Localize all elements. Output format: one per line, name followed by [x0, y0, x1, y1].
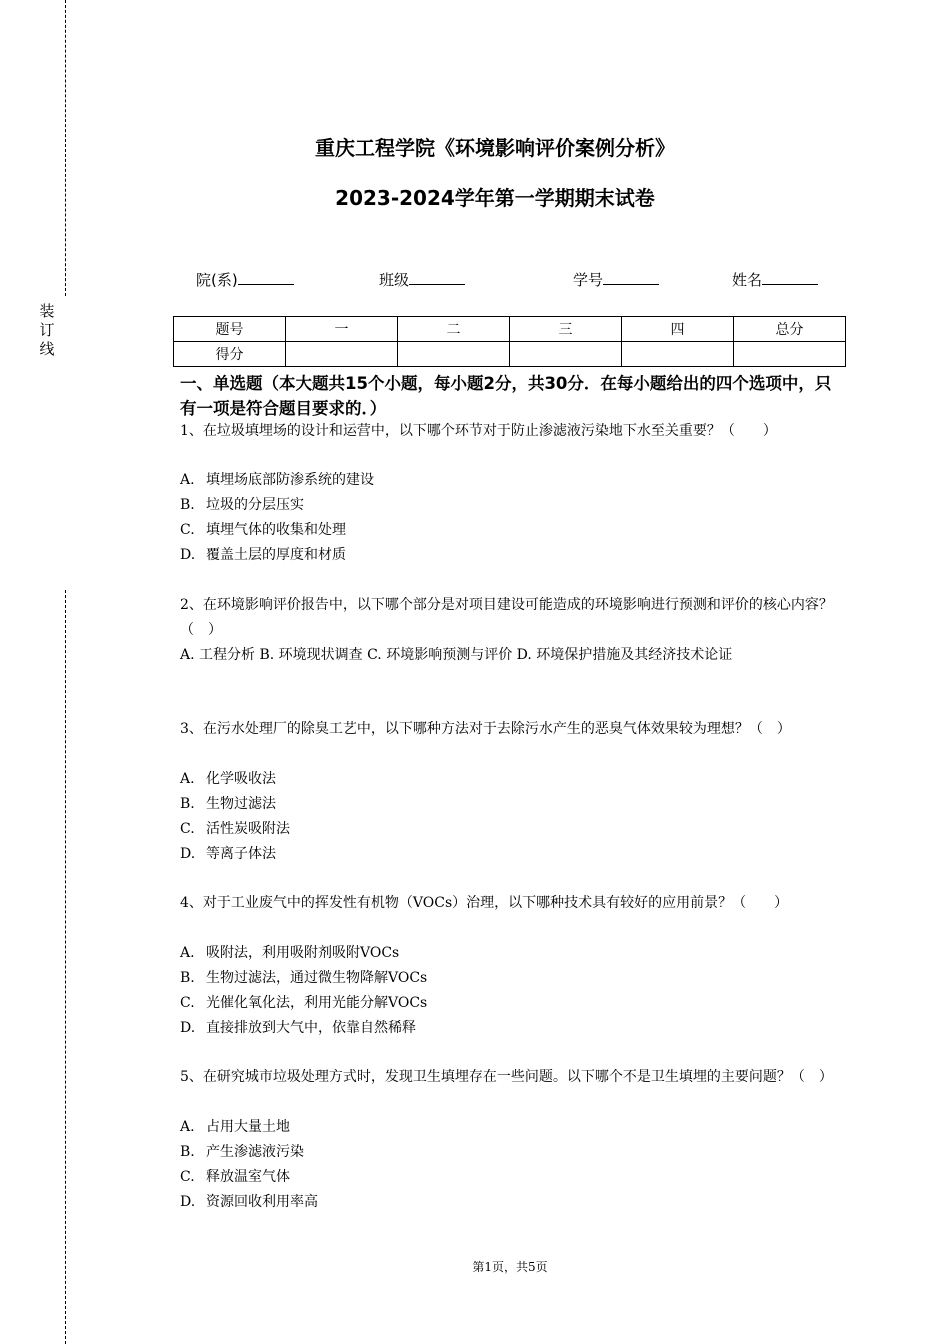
info-blank[interactable] [238, 270, 294, 285]
score-table-cell: 二 [398, 317, 510, 342]
binding-char: 装 [39, 302, 55, 320]
score-table-cell: 得分 [174, 342, 286, 367]
binding-char: 线 [39, 340, 55, 358]
option-letter: B. [180, 497, 195, 513]
option-text: 释放温室气体 [206, 1169, 290, 1185]
option-letter: B. [180, 796, 195, 812]
info-label: 姓名 [732, 271, 763, 289]
binding-label [37, 302, 57, 359]
score-table-score-row [174, 342, 846, 367]
binding-char: 订 [39, 321, 55, 339]
score-table [173, 316, 846, 367]
question-option[interactable] [180, 1140, 848, 1165]
question-stem: 1、在垃圾填埋场的设计和运营中，以下哪个环节对于防止渗滤液污染地下水至关重要？（ ） [180, 423, 777, 439]
question-option[interactable] [180, 941, 848, 966]
option-letter: A. [180, 472, 195, 488]
score-cell-empty[interactable] [286, 342, 398, 367]
score-table-cell: 三 [510, 317, 622, 342]
question-option[interactable] [180, 468, 848, 493]
info-blank[interactable] [409, 270, 465, 285]
option-text: 化学吸收法 [206, 771, 276, 787]
option-text: 活性炭吸附法 [206, 821, 290, 837]
option-text: 占用大量土地 [206, 1119, 290, 1135]
question-option[interactable] [180, 842, 848, 867]
option-text: 吸附法，利用吸附剂吸附VOCs [206, 945, 400, 961]
option-letter: A. [180, 1119, 195, 1135]
question-inline-options: A. 工程分析 B. 环境现状调查 C. 环境影响预测与评价 D. 环境保护措施及其经济技术论证 [180, 647, 733, 663]
score-table-cell: 四 [622, 317, 734, 342]
question-option[interactable] [180, 1016, 848, 1041]
option-text: 资源回收利用率高 [206, 1194, 318, 1210]
option-letter: C. [180, 821, 195, 837]
score-cell-empty[interactable] [510, 342, 622, 367]
question-option[interactable] [180, 543, 848, 568]
option-letter: A. [180, 945, 195, 961]
info-field-department [196, 269, 294, 290]
option-text: 垃圾的分层压实 [206, 497, 304, 513]
option-letter: C. [180, 1169, 195, 1185]
question-option[interactable] [180, 767, 848, 792]
option-text: 填埋场底部防渗系统的建设 [206, 472, 374, 488]
page-number: 第1页，共5页 [472, 1260, 548, 1274]
option-letter: C. [180, 995, 195, 1011]
option-text: 填埋气体的收集和处理 [206, 522, 346, 538]
question-stem: 3、在污水处理厂的除臭工艺中，以下哪种方法对于去除污水产生的恶臭气体效果较为理想？（ ） [180, 721, 791, 737]
question-option[interactable] [180, 1115, 848, 1140]
info-field-class [379, 269, 465, 290]
question-option[interactable] [180, 1165, 848, 1190]
option-text: 覆盖土层的厚度和材质 [206, 547, 346, 563]
option-letter: C. [180, 522, 195, 538]
option-text: 产生渗滤液污染 [206, 1144, 304, 1160]
option-letter: B. [180, 970, 195, 986]
option-letter: D. [180, 1020, 196, 1036]
option-text: 生物过滤法，通过微生物降解VOCs [206, 970, 428, 986]
info-label: 班级 [379, 271, 410, 289]
question-stem: 4、对于工业废气中的挥发性有机物（VOCs）治理，以下哪种技术具有较好的应用前景？（ ） [180, 895, 789, 911]
option-letter: D. [180, 1194, 196, 1210]
question-option[interactable] [180, 966, 848, 991]
score-table-cell: 一 [286, 317, 398, 342]
section-heading: 一、单选题（本大题共15个小题，每小题2分，共30分．在每小题给出的四个选项中，只有一项是符合题目要求的．） [180, 374, 832, 418]
question-stem: 5、在研究城市垃圾处理方式时，发现卫生填埋存在一些问题。以下哪个不是卫生填埋的主要问题？（ ） [180, 1069, 833, 1085]
question-option[interactable] [180, 493, 848, 518]
score-cell-empty[interactable] [398, 342, 510, 367]
question-option[interactable] [180, 518, 848, 543]
question-option[interactable] [180, 1190, 848, 1215]
info-label: 院(系) [196, 271, 238, 289]
question-stem: 2、在环境影响评价报告中，以下哪个部分是对项目建设可能造成的环境影响进行预测和评价的核心内容？（ ） [180, 597, 833, 638]
question-option[interactable] [180, 991, 848, 1016]
option-text: 直接排放到大气中，依靠自然稀释 [206, 1020, 416, 1036]
info-label: 学号 [573, 271, 604, 289]
score-table-header-row [174, 317, 846, 342]
option-letter: D. [180, 547, 196, 563]
option-text: 光催化氧化法，利用光能分解VOCs [206, 995, 428, 1011]
option-letter: B. [180, 1144, 195, 1160]
info-field-name [732, 269, 818, 290]
exam-title: 重庆工程学院《环境影响评价案例分析》 [315, 136, 675, 160]
option-text: 等离子体法 [206, 846, 276, 862]
question-option[interactable] [180, 817, 848, 842]
option-text: 生物过滤法 [206, 796, 276, 812]
binding-line-bottom [65, 590, 66, 1344]
score-cell-empty[interactable] [734, 342, 846, 367]
info-field-student-id [573, 269, 659, 290]
exam-subtitle: 2023-2024学年第一学期期末试卷 [335, 186, 655, 210]
question-option[interactable] [180, 792, 848, 817]
option-letter: A. [180, 771, 195, 787]
score-table-cell: 题号 [174, 317, 286, 342]
info-blank[interactable] [603, 270, 659, 285]
option-letter: D. [180, 846, 196, 862]
score-table-cell: 总分 [734, 317, 846, 342]
info-blank[interactable] [762, 270, 818, 285]
score-cell-empty[interactable] [622, 342, 734, 367]
